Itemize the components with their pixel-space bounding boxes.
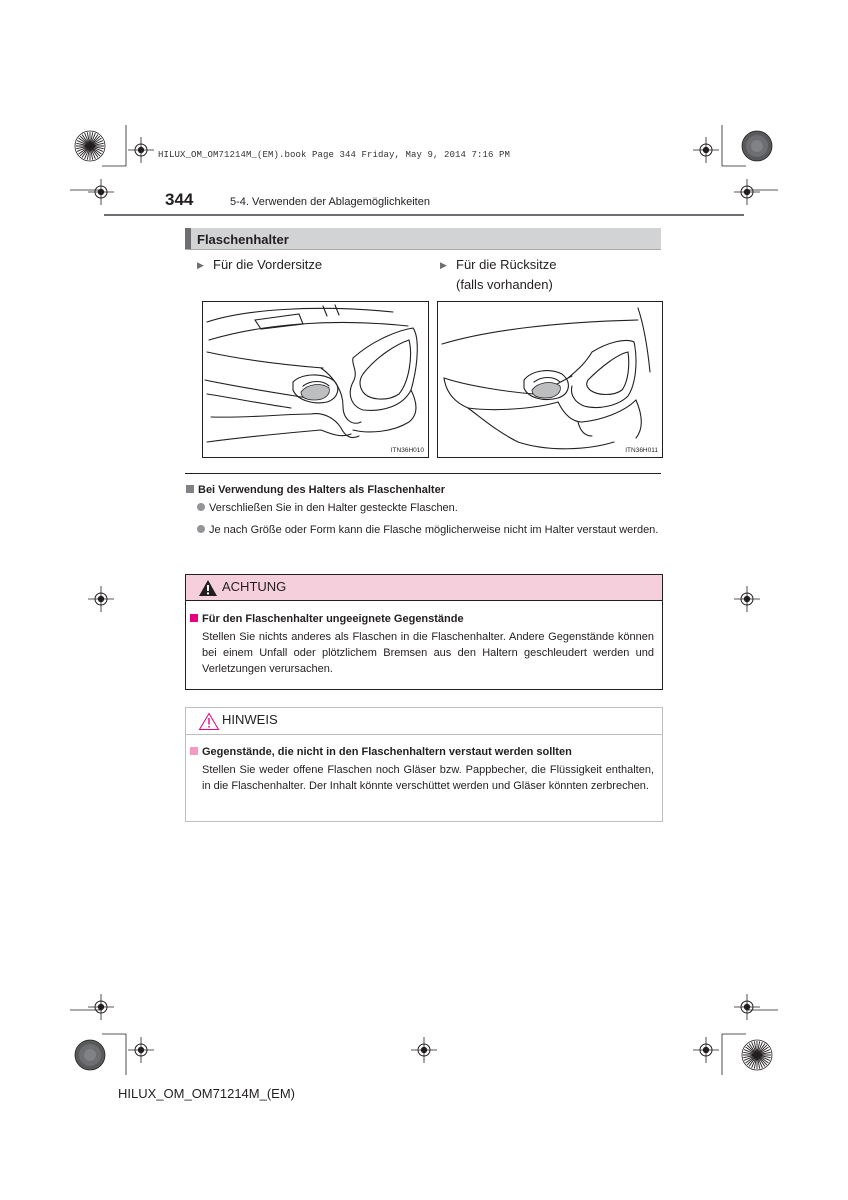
front-seats-text: Für die Vordersitze (213, 257, 323, 272)
rear-seats-text: Für die Rücksitze (456, 257, 557, 272)
footer-doc-code: HILUX_OM_OM71214M_(EM) (118, 1086, 295, 1101)
triangle-right-icon: ▶ (440, 260, 447, 270)
list-item (197, 522, 662, 538)
list-item-text: Je nach Größe oder Form kann die Flasche möglicherweise nicht im Halter verstaut werden. (209, 524, 659, 536)
warning-body (190, 611, 654, 677)
warning-box (185, 574, 663, 690)
usage-note-title-text: Bei Verwendung des Halters als Flaschenhalter (198, 484, 445, 496)
notice-label: HINWEIS (222, 712, 278, 727)
front-seats-label (197, 255, 322, 275)
rear-door-drawing (438, 302, 662, 457)
warning-header (186, 575, 662, 601)
print-header: HILUX_OM_OM71214M_(EM).book Page 344 Friday, May 9, 2014 7:16 PM (158, 150, 511, 160)
front-bottle-holder-illustration (202, 301, 429, 458)
heading-accent (185, 228, 191, 249)
heading-title: Flaschenhalter (197, 232, 289, 247)
notice-body (190, 744, 654, 794)
bullet-dot-icon (197, 503, 205, 511)
warning-text: Stellen Sie nichts anderes als Flaschen in die Flaschenhalter. Andere Gegenstände können bei einem Unfall oder plötzlichem Bremsen aus den Haltern geschleudert werden und Verletzungen verursachen. (202, 631, 654, 675)
square-bullet-icon (190, 747, 198, 755)
notice-title (190, 744, 654, 760)
warning-title-text: Für den Flaschenhalter ungeeignete Gegenstände (202, 613, 464, 625)
list-item-text: Verschließen Sie in den Halter gesteckte Flaschen. (209, 502, 458, 514)
rear-illustration-code: ITN36H011 (625, 447, 658, 454)
list-item (197, 500, 662, 516)
notice-title-text: Gegenstände, die nicht in den Flaschenhaltern verstaut werden sollten (202, 746, 572, 758)
warning-triangle-icon (198, 579, 218, 597)
section-divider (185, 473, 661, 474)
usage-note-title (186, 484, 445, 496)
notice-text: Stellen Sie weder offene Flaschen noch Gläser bzw. Pappbecher, die Flüssigkeit enthalten, in die Flaschenhalter. Der Inhalt könnte verschüttet werden und Gläser könnten zerbrechen. (202, 764, 654, 792)
square-bullet-icon (190, 614, 198, 622)
rear-seats-note: (falls vorhanden) (456, 277, 553, 292)
header-rule (104, 214, 744, 216)
warning-label: ACHTUNG (222, 579, 287, 594)
front-door-drawing (203, 302, 428, 457)
triangle-right-icon: ▶ (197, 260, 204, 270)
warning-title (190, 611, 654, 627)
section-title: 5-4. Verwenden der Ablagemöglichkeiten (230, 196, 430, 208)
square-bullet-icon (186, 485, 194, 493)
section-heading (185, 228, 661, 250)
rear-seats-label (440, 255, 556, 294)
front-illustration-code: ITN36H010 (390, 447, 424, 454)
notice-triangle-icon (198, 712, 220, 731)
page-number: 344 (165, 190, 194, 209)
notice-header (186, 708, 662, 735)
bullet-dot-icon (197, 525, 205, 533)
notice-box (185, 707, 663, 822)
rear-bottle-holder-illustration (437, 301, 663, 458)
